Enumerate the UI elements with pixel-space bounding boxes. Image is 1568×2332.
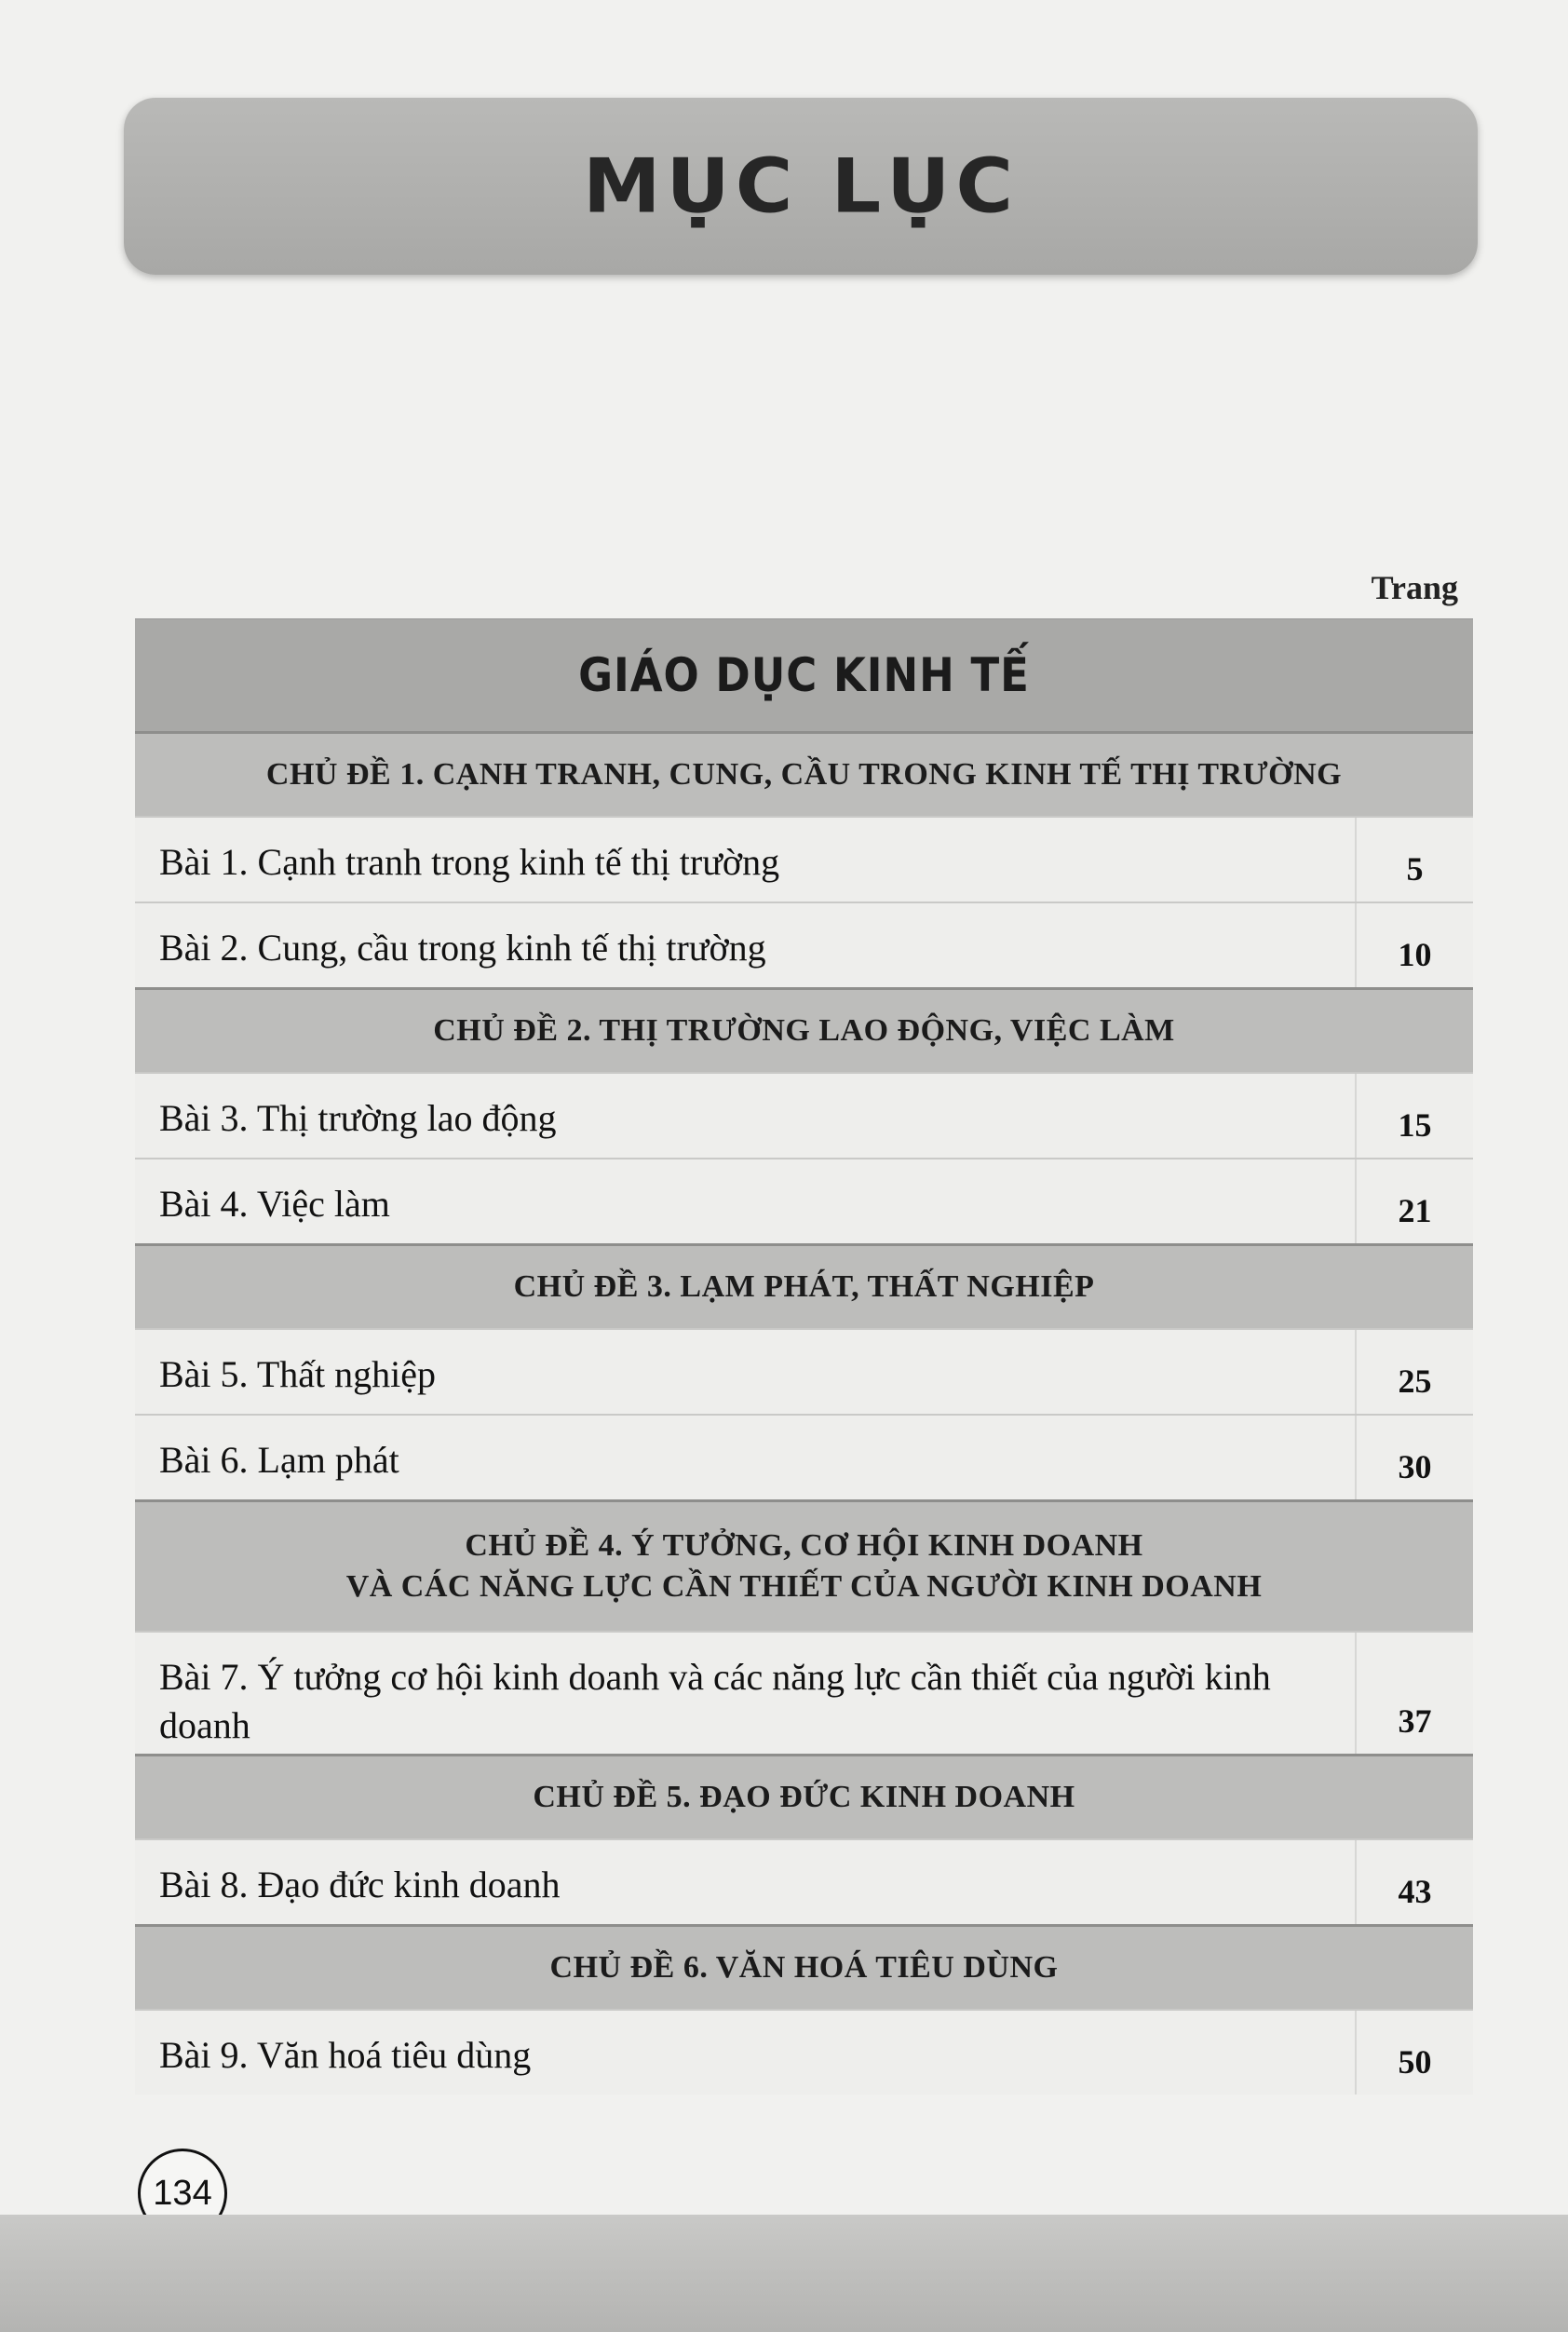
lesson-page-number: 37 <box>1398 1702 1432 1740</box>
lesson-row <box>135 1328 1473 1414</box>
lesson-title: Bài 8. Đạo đức kinh doanh <box>135 1840 1357 1924</box>
lesson-title: Bài 2. Cung, cầu trong kinh tế thị trường <box>135 903 1357 987</box>
lesson-row <box>135 2009 1473 2095</box>
lesson-page-number: 10 <box>1398 936 1432 973</box>
topic-heading-line: CHỦ ĐỀ 5. ĐẠO ĐỨC KINH DOANH <box>533 1779 1075 1814</box>
topic-heading-line: CHỦ ĐỀ 3. LẠM PHÁT, THẤT NGHIỆP <box>513 1268 1095 1304</box>
lesson-row <box>135 1158 1473 1243</box>
lesson-title: Bài 4. Việc làm <box>135 1159 1357 1243</box>
section-heading: GIÁO DỤC KINH TẾ <box>135 619 1473 731</box>
lesson-row <box>135 1414 1473 1499</box>
topic-heading <box>135 1754 1473 1838</box>
lesson-row <box>135 1072 1473 1158</box>
page-number-badge: 134 <box>138 2149 227 2238</box>
topic-heading <box>135 987 1473 1072</box>
page-column-label: Trang <box>1371 569 1458 606</box>
lesson-row <box>135 1838 1473 1924</box>
lesson-page-number: 30 <box>1398 1448 1432 1485</box>
topic-heading-line: VÀ CÁC NĂNG LỰC CẦN THIẾT CỦA NGƯỜI KINH DOANH <box>345 1569 1263 1604</box>
lesson-row <box>135 902 1473 987</box>
lesson-page-number: 50 <box>1398 2043 1432 2081</box>
lesson-page-number: 43 <box>1398 1873 1432 1910</box>
lesson-title: Bài 7. Ý tưởng cơ hội kinh doanh và các năng lực cần thiết của người kinh doanh <box>135 1633 1357 1754</box>
topic-heading-line: CHỦ ĐỀ 2. THỊ TRƯỜNG LAO ĐỘNG, VIỆC LÀM <box>433 1012 1175 1048</box>
topic-heading <box>135 731 1473 816</box>
lesson-title: Bài 3. Thị trường lao động <box>135 1074 1357 1158</box>
lesson-title: Bài 5. Thất nghiệp <box>135 1330 1357 1414</box>
table-of-contents <box>135 618 1473 2095</box>
title-banner <box>124 98 1478 275</box>
lesson-page-number: 5 <box>1406 850 1424 888</box>
bottom-band <box>0 2215 1568 2332</box>
lesson-row <box>135 1631 1473 1754</box>
lesson-title: Bài 9. Văn hoá tiêu dùng <box>135 2011 1357 2095</box>
topic-heading-line: CHỦ ĐỀ 4. Ý TƯỞNG, CƠ HỘI KINH DOANH <box>465 1527 1143 1563</box>
topic-heading <box>135 1243 1473 1328</box>
topic-heading <box>135 1499 1473 1631</box>
lesson-page-number: 25 <box>1398 1363 1432 1400</box>
lesson-page-number: 21 <box>1398 1192 1432 1229</box>
lesson-title: Bài 6. Lạm phát <box>135 1416 1357 1499</box>
lesson-title: Bài 1. Cạnh tranh trong kinh tế thị trường <box>135 818 1357 902</box>
topic-heading <box>135 1924 1473 2009</box>
topic-heading-line: CHỦ ĐỀ 6. VĂN HOÁ TIÊU DÙNG <box>549 1949 1059 1985</box>
lesson-page-number: 15 <box>1398 1106 1432 1144</box>
lesson-row <box>135 816 1473 902</box>
topic-heading-line: CHỦ ĐỀ 1. CẠNH TRANH, CUNG, CẦU TRONG KINH TẾ THỊ TRƯỜNG <box>265 756 1343 792</box>
page-title: MỤC LỤC <box>582 142 1020 230</box>
